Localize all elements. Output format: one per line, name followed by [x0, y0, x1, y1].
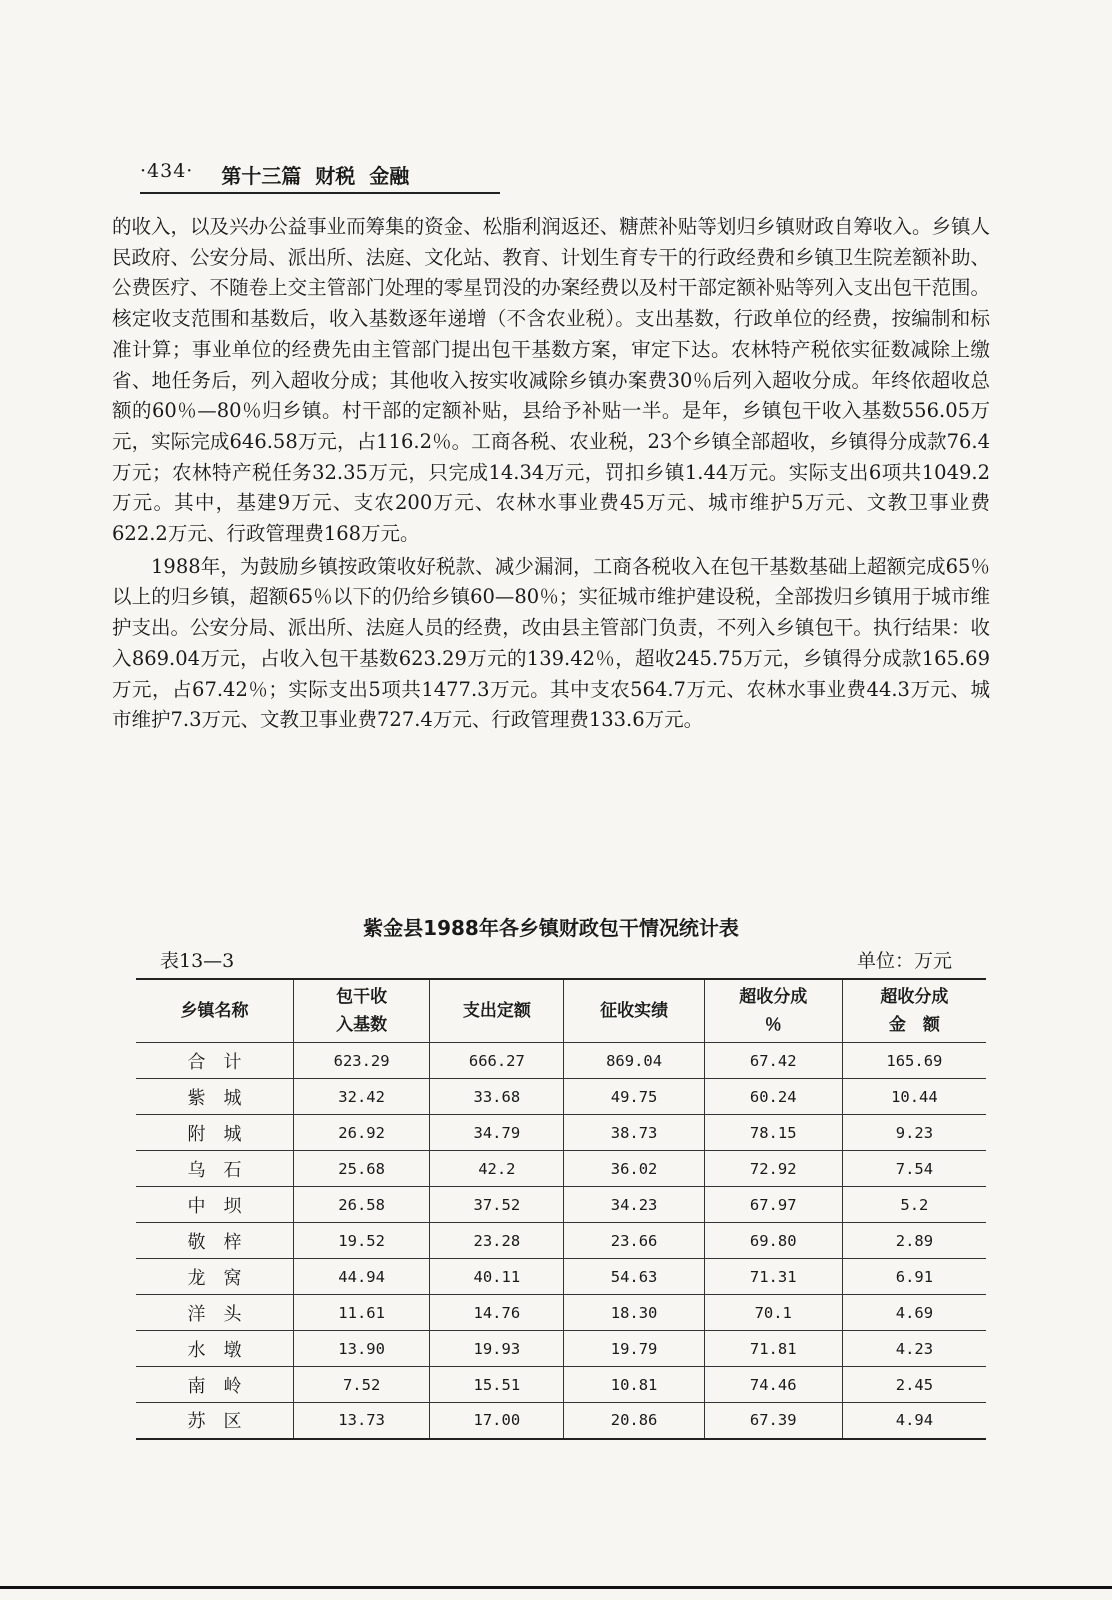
part-title: 第十三篇 财税 金融 — [221, 164, 410, 188]
header-base-income-line1: 包干收 — [336, 987, 388, 1007]
cell-town: 中坝 — [187, 1195, 260, 1217]
header-excess-share-pct-line1: 超收分成 — [739, 987, 808, 1007]
cell-expense-quota: 34.79 — [430, 1115, 564, 1151]
header-town-text: 乡镇名称 — [180, 1001, 249, 1021]
cell-town: 附城 — [187, 1123, 260, 1145]
table-row — [136, 1043, 986, 1079]
cell-excess-share-amount: 10.44 — [842, 1079, 986, 1115]
cell-actual-collection: 54.63 — [564, 1259, 704, 1295]
cell-base-income: 19.52 — [294, 1223, 430, 1259]
cell-expense-quota: 14.76 — [430, 1295, 564, 1331]
cell-town: 敬梓 — [187, 1231, 260, 1253]
header-excess-share-pct — [704, 979, 842, 1043]
cell-expense-quota: 17.00 — [430, 1403, 564, 1439]
cell-base-income: 25.68 — [294, 1151, 430, 1187]
header-excess-share-amount-line2: 金 额 — [888, 1015, 940, 1035]
cell-actual-collection: 18.30 — [564, 1295, 704, 1331]
table-row — [136, 1331, 986, 1367]
cell-excess-share-pct: 67.42 — [704, 1043, 842, 1079]
cell-actual-collection: 49.75 — [564, 1079, 704, 1115]
cell-actual-collection: 23.66 — [564, 1223, 704, 1259]
cell-excess-share-amount: 9.23 — [842, 1115, 986, 1151]
table-number: 表13—3 — [160, 950, 235, 972]
body-text — [112, 212, 990, 736]
cell-actual-collection: 19.79 — [564, 1331, 704, 1367]
cell-base-income: 7.52 — [294, 1367, 430, 1403]
header-excess-share-amount — [842, 979, 986, 1043]
running-header — [140, 160, 500, 194]
header-town — [136, 979, 294, 1043]
table-row — [136, 1115, 986, 1151]
cell-excess-share-amount: 4.69 — [842, 1295, 986, 1331]
finance-table — [136, 978, 986, 1440]
cell-excess-share-pct: 67.39 — [704, 1403, 842, 1439]
header-base-income — [294, 979, 430, 1043]
paragraph-2: 1988年，为鼓励乡镇按政策收好税款、减少漏洞，工商各税收入在包干基数基础上超额完成65％以上的归乡镇，超额65％以下的仍给乡镇60—80％；实征城市维护建设税，全部拨归乡镇用于城市维护支出。公安分局、派出所、法庭人员的经费，改由县主管部门负责，不列入乡镇包干。执行结果：收入869.04万元，占收入包干基数623.29万元的139.42％，超收245.75万元，乡镇得分成款165.69万元，占67.42％；实际支出5项共1477.3万元。其中支农564.7万元、农林水事业费44.3万元、城市维护7.3万元、文教卫事业费727.4万元、行政管理费133.6万元。 — [112, 554, 990, 732]
cell-base-income: 44.94 — [294, 1259, 430, 1295]
paragraph-1: 的收入，以及兴办公益事业而筹集的资金、松脂利润返还、糖蔗补贴等划归乡镇财政自筹收入。乡镇人民政府、公安分局、派出所、法庭、文化站、教育、计划生育专干的行政经费和乡镇卫生院差额补助、公费医疗、不随卷上交主管部门处理的零星罚没的办案经费以及村干部定额补贴等列入支出包干范围。核定收支范围和基数后，收入基数逐年递增（不含农业税）。支出基数，行政单位的经费，按编制和标准计算；事业单位的经费先由主管部门提出包干基数方案，审定下达。农林特产税依实征数减除上缴省、地任务后，列入超收分成；其他收入按实收减除乡镇办案费30％后列入超收分成。年终依超收总额的60％—80％归乡镇。村干部的定额补贴，县给予补贴一半。是年，乡镇包干收入基数556.05万元，实际完成646.58万元，占116.2％。工商各税、农业税，23个乡镇全部超收，乡镇得分成款76.4万元；农林特产税任务32.35万元，只完成14.34万元，罚扣乡镇1.44万元。实际支出6项共1049.2万元。其中，基建9万元、支农200万元、农林水事业费45万元、城市维护5万元、文教卫事业费622.2万元、行政管理费168万元。 — [112, 215, 990, 546]
cell-base-income: 32.42 — [294, 1079, 430, 1115]
header-actual-collection — [564, 979, 704, 1043]
cell-excess-share-amount: 7.54 — [842, 1151, 986, 1187]
table-header-row — [136, 979, 986, 1043]
cell-base-income: 26.58 — [294, 1187, 430, 1223]
cell-excess-share-pct: 72.92 — [704, 1151, 842, 1187]
header-excess-share-pct-line2: ％ — [764, 1015, 782, 1035]
table-row — [136, 1079, 986, 1115]
table-row — [136, 1187, 986, 1223]
table-row — [136, 1151, 986, 1187]
cell-actual-collection: 869.04 — [564, 1043, 704, 1079]
cell-base-income: 26.92 — [294, 1115, 430, 1151]
cell-town: 紫城 — [187, 1087, 260, 1109]
cell-expense-quota: 33.68 — [430, 1079, 564, 1115]
cell-excess-share-pct: 74.46 — [704, 1367, 842, 1403]
cell-expense-quota: 23.28 — [430, 1223, 564, 1259]
cell-excess-share-pct: 78.15 — [704, 1115, 842, 1151]
cell-excess-share-amount: 6.91 — [842, 1259, 986, 1295]
cell-excess-share-amount: 4.94 — [842, 1403, 986, 1439]
cell-expense-quota: 42.2 — [430, 1151, 564, 1187]
cell-town: 乌石 — [187, 1159, 260, 1181]
table-row — [136, 1367, 986, 1403]
table-row — [136, 1259, 986, 1295]
cell-excess-share-pct: 71.31 — [704, 1259, 842, 1295]
cell-excess-share-pct: 71.81 — [704, 1331, 842, 1367]
cell-excess-share-amount: 165.69 — [842, 1043, 986, 1079]
table-row — [136, 1295, 986, 1331]
header-expense-quota — [430, 979, 564, 1043]
cell-actual-collection: 38.73 — [564, 1115, 704, 1151]
header-actual-collection-text: 征收实绩 — [600, 1001, 669, 1021]
cell-excess-share-pct: 69.80 — [704, 1223, 842, 1259]
cell-town: 龙窝 — [187, 1267, 260, 1289]
cell-expense-quota: 19.93 — [430, 1331, 564, 1367]
cell-expense-quota: 37.52 — [430, 1187, 564, 1223]
cell-excess-share-amount: 2.89 — [842, 1223, 986, 1259]
cell-town: 水墩 — [187, 1339, 260, 1361]
cell-excess-share-pct: 60.24 — [704, 1079, 842, 1115]
cell-expense-quota: 40.11 — [430, 1259, 564, 1295]
page-bottom-edge — [0, 1586, 1112, 1589]
cell-base-income: 13.90 — [294, 1331, 430, 1367]
table-title: 紫金县1988年各乡镇财政包干情况统计表 — [363, 916, 739, 940]
cell-expense-quota: 15.51 — [430, 1367, 564, 1403]
header-excess-share-amount-line1: 超收分成 — [880, 987, 949, 1007]
cell-actual-collection: 20.86 — [564, 1403, 704, 1439]
cell-town: 苏区 — [187, 1411, 260, 1433]
table-unit: 单位：万元 — [856, 950, 952, 972]
cell-expense-quota: 666.27 — [430, 1043, 564, 1079]
cell-excess-share-pct: 67.97 — [704, 1187, 842, 1223]
cell-town: 合计 — [187, 1051, 260, 1073]
cell-excess-share-amount: 2.45 — [842, 1367, 986, 1403]
cell-excess-share-amount: 4.23 — [842, 1331, 986, 1367]
page-number: ·434· — [140, 160, 194, 182]
cell-town: 南岭 — [187, 1375, 260, 1397]
cell-town: 洋头 — [187, 1303, 260, 1325]
table-row — [136, 1403, 986, 1439]
header-base-income-line2: 入基数 — [336, 1015, 388, 1035]
cell-excess-share-amount: 5.2 — [842, 1187, 986, 1223]
cell-base-income: 13.73 — [294, 1403, 430, 1439]
table-row — [136, 1223, 986, 1259]
cell-base-income: 623.29 — [294, 1043, 430, 1079]
cell-actual-collection: 34.23 — [564, 1187, 704, 1223]
cell-actual-collection: 10.81 — [564, 1367, 704, 1403]
header-expense-quota-text: 支出定额 — [462, 1001, 531, 1021]
cell-actual-collection: 36.02 — [564, 1151, 704, 1187]
cell-base-income: 11.61 — [294, 1295, 430, 1331]
cell-excess-share-pct: 70.1 — [704, 1295, 842, 1331]
